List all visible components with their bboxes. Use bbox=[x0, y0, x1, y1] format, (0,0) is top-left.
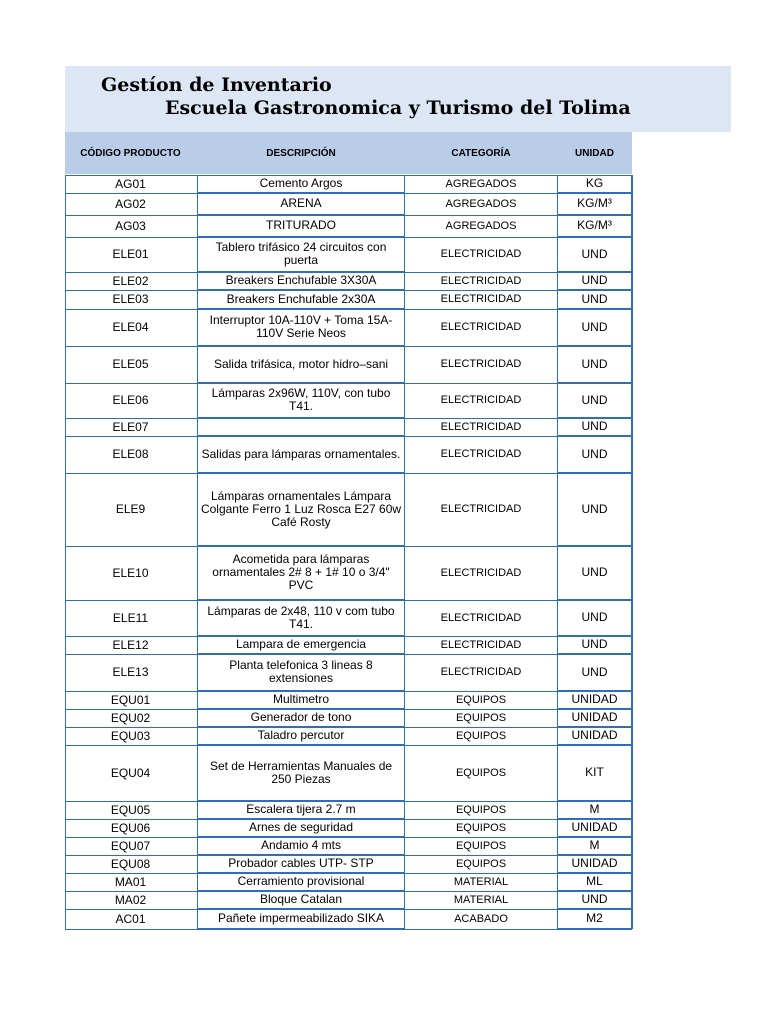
category-cell: EQUIPOS bbox=[455, 803, 507, 816]
unit-cell: M2 bbox=[557, 909, 632, 929]
code-cell: MA02 bbox=[114, 892, 147, 907]
unit-cell: UNIDAD bbox=[557, 855, 632, 873]
description-cell: ARENA bbox=[197, 193, 405, 215]
row-divider bbox=[65, 546, 632, 547]
unit-cell: UND bbox=[557, 473, 632, 546]
description-cell: Salida trifásica, motor hidro–sani bbox=[197, 346, 405, 383]
row-divider bbox=[65, 383, 632, 384]
table-row bbox=[0, 237, 768, 272]
code-cell: ELE11 bbox=[112, 610, 149, 625]
table-row bbox=[0, 855, 768, 873]
table-row bbox=[0, 272, 768, 290]
description-cell: Lampara de emergencia bbox=[197, 636, 405, 654]
category-cell: EQUIPOS bbox=[455, 711, 507, 724]
unit-cell: M bbox=[557, 801, 632, 819]
row-divider bbox=[65, 346, 632, 347]
unit-cell: KG/M³ bbox=[557, 215, 632, 237]
row-divider bbox=[65, 290, 632, 291]
table-row bbox=[0, 819, 768, 837]
code-cell: ELE07 bbox=[112, 419, 149, 434]
description-cell: Cemento Argos bbox=[197, 175, 405, 193]
description-cell: Lámparas de 2x48, 110 v com tubo T41. bbox=[197, 600, 405, 636]
description-cell: Bloque Catalan bbox=[197, 891, 405, 909]
table-row bbox=[0, 436, 768, 473]
unit-cell: UND bbox=[557, 600, 632, 636]
description-cell: Probador cables UTP- STP bbox=[197, 855, 405, 873]
category-cell: EQUIPOS bbox=[455, 766, 507, 779]
description-cell: Set de Herramientas Manuales de 250 Piezas bbox=[197, 745, 405, 801]
header-description: DESCRIPCIÓN bbox=[266, 147, 336, 159]
code-cell: AG03 bbox=[115, 218, 146, 233]
code-cell: ELE04 bbox=[112, 320, 149, 334]
code-cell: ELE06 bbox=[112, 393, 149, 407]
row-divider bbox=[65, 237, 632, 238]
category-cell: ELECTRICIDAD bbox=[440, 503, 522, 515]
category-cell: ELECTRICIDAD bbox=[440, 274, 522, 287]
row-divider bbox=[65, 654, 632, 655]
page-subtitle: Escuela Gastronomica y Turismo del Tolima bbox=[165, 97, 631, 119]
code-cell: MA01 bbox=[114, 874, 147, 889]
code-cell: EQU01 bbox=[110, 692, 151, 707]
unit-cell: UND bbox=[557, 654, 632, 691]
unit-cell: UNIDAD bbox=[557, 709, 632, 727]
description-cell: Multimetro bbox=[197, 691, 405, 709]
table-row bbox=[0, 309, 768, 346]
category-cell: ELECTRICIDAD bbox=[440, 448, 522, 460]
row-divider bbox=[65, 636, 632, 637]
code-cell: ELE01 bbox=[112, 247, 149, 261]
code-cell: EQU03 bbox=[110, 728, 151, 743]
row-divider bbox=[65, 745, 632, 746]
description-cell: Breakers Enchufable 3X30A bbox=[197, 272, 405, 290]
code-cell: EQU06 bbox=[110, 820, 151, 835]
category-cell: ELECTRICIDAD bbox=[440, 248, 522, 260]
table-row bbox=[0, 837, 768, 855]
code-cell: AG02 bbox=[115, 196, 146, 211]
category-cell: ELECTRICIDAD bbox=[440, 293, 522, 305]
row-divider bbox=[65, 473, 632, 474]
category-cell: ELECTRICIDAD bbox=[440, 611, 522, 624]
table-row bbox=[0, 873, 768, 891]
table-row bbox=[0, 909, 768, 929]
code-cell: AC01 bbox=[115, 911, 146, 926]
row-divider bbox=[65, 891, 632, 892]
category-cell: AGREGADOS bbox=[445, 219, 517, 232]
table-row bbox=[0, 600, 768, 636]
table-border bbox=[632, 175, 633, 929]
unit-cell: KIT bbox=[557, 745, 632, 801]
row-divider bbox=[65, 709, 632, 710]
description-cell: Tablero trifásico 24 circuitos con puerta bbox=[197, 237, 405, 272]
category-cell: ELECTRICIDAD bbox=[440, 358, 522, 370]
unit-cell: UND bbox=[557, 272, 632, 290]
table-row bbox=[0, 891, 768, 909]
table-row bbox=[0, 546, 768, 600]
unit-cell: ML bbox=[557, 873, 632, 891]
row-divider bbox=[65, 929, 632, 930]
unit-cell: UNIDAD bbox=[557, 819, 632, 837]
header-category: CATEGORÍA bbox=[451, 147, 511, 159]
unit-cell: UND bbox=[557, 309, 632, 346]
table-row bbox=[0, 473, 768, 546]
category-cell: ACABADO bbox=[454, 912, 508, 925]
code-cell: ELE02 bbox=[112, 273, 149, 288]
table-row bbox=[0, 418, 768, 436]
code-cell: ELE08 bbox=[112, 447, 149, 461]
description-cell: Breakers Enchufable 2x30A bbox=[197, 290, 405, 309]
header-code: CÓDIGO PRODUCTO bbox=[80, 147, 181, 159]
unit-cell: UNIDAD bbox=[557, 727, 632, 745]
row-divider bbox=[65, 309, 632, 310]
row-divider bbox=[65, 727, 632, 728]
row-divider bbox=[65, 691, 632, 692]
unit-cell: UND bbox=[557, 436, 632, 473]
description-cell: Lámparas 2x96W, 110V, con tubo T41. bbox=[197, 383, 405, 418]
table-row bbox=[0, 654, 768, 691]
category-cell: AGREGADOS bbox=[445, 177, 517, 190]
category-cell: ELECTRICIDAD bbox=[440, 566, 522, 579]
category-cell: EQUIPOS bbox=[455, 693, 507, 706]
category-cell: MATERIAL bbox=[453, 893, 509, 906]
category-cell: EQUIPOS bbox=[455, 857, 507, 870]
description-cell: TRITURADO bbox=[197, 215, 405, 237]
category-cell: AGREGADOS bbox=[445, 197, 517, 210]
code-cell: EQU08 bbox=[110, 856, 151, 871]
description-cell: Cerramiento provisional bbox=[197, 873, 405, 891]
table-row bbox=[0, 290, 768, 309]
category-cell: ELECTRICIDAD bbox=[440, 394, 522, 406]
table-row bbox=[0, 193, 768, 215]
category-cell: EQUIPOS bbox=[455, 839, 507, 852]
table-row bbox=[0, 691, 768, 709]
table-border bbox=[65, 175, 66, 929]
row-divider bbox=[65, 600, 632, 601]
code-cell: EQU05 bbox=[110, 802, 151, 817]
unit-cell: UND bbox=[557, 546, 632, 600]
row-divider bbox=[65, 436, 632, 437]
row-divider bbox=[65, 819, 632, 820]
table-row bbox=[0, 175, 768, 193]
description-cell: Pañete impermeabilizado SIKA bbox=[197, 909, 405, 929]
row-divider bbox=[65, 855, 632, 856]
table-row bbox=[0, 636, 768, 654]
code-cell: ELE9 bbox=[115, 502, 146, 516]
description-cell: Salidas para lámparas ornamentales. bbox=[197, 436, 405, 473]
code-cell: ELE13 bbox=[112, 665, 149, 679]
table-row bbox=[0, 346, 768, 383]
table-row bbox=[0, 727, 768, 745]
row-divider bbox=[65, 909, 632, 910]
unit-cell: UND bbox=[557, 636, 632, 654]
table-row bbox=[0, 709, 768, 727]
code-cell: ELE12 bbox=[112, 637, 149, 652]
unit-cell: UND bbox=[557, 891, 632, 909]
header-unit: UNIDAD bbox=[575, 147, 614, 159]
row-divider bbox=[65, 215, 632, 216]
unit-cell: KG bbox=[557, 175, 632, 193]
row-divider bbox=[65, 801, 632, 802]
unit-cell: UND bbox=[557, 383, 632, 418]
description-cell bbox=[197, 418, 405, 436]
description-cell: Lámparas ornamentales Lámpara Colgante Ferro 1 Luz Rosca E27 60w Café Rosty bbox=[197, 473, 405, 546]
unit-cell: UND bbox=[557, 237, 632, 272]
description-cell: Acometida para lámparas ornamentales 2# 8 + 1# 10 o 3/4" PVC bbox=[197, 546, 405, 600]
unit-cell: UND bbox=[557, 418, 632, 436]
unit-cell: UND bbox=[557, 346, 632, 383]
category-cell: MATERIAL bbox=[453, 875, 509, 888]
unit-cell: M bbox=[557, 837, 632, 855]
table-row bbox=[0, 383, 768, 418]
category-cell: EQUIPOS bbox=[455, 821, 507, 834]
row-divider bbox=[65, 193, 632, 194]
category-cell: ELECTRICIDAD bbox=[440, 666, 522, 678]
description-cell: Andamio 4 mts bbox=[197, 837, 405, 855]
row-divider bbox=[65, 837, 632, 838]
description-cell: Planta telefonica 3 lineas 8 extensiones bbox=[197, 654, 405, 691]
code-cell: ELE10 bbox=[112, 565, 149, 580]
description-cell: Interruptor 10A-110V + Toma 15A-110V Serie Neos bbox=[197, 309, 405, 346]
unit-cell: UND bbox=[557, 290, 632, 309]
category-cell: ELECTRICIDAD bbox=[440, 638, 522, 651]
code-cell: EQU02 bbox=[110, 710, 151, 725]
code-cell: EQU07 bbox=[110, 838, 151, 853]
unit-cell: KG/M³ bbox=[557, 193, 632, 215]
code-cell: ELE05 bbox=[112, 357, 149, 371]
table-row bbox=[0, 801, 768, 819]
table-row bbox=[0, 745, 768, 801]
row-divider bbox=[65, 175, 632, 176]
page-title: Gestíon de Inventario bbox=[101, 74, 332, 96]
category-cell: EQUIPOS bbox=[455, 729, 507, 742]
description-cell: Arnes de seguridad bbox=[197, 819, 405, 837]
row-divider bbox=[65, 418, 632, 419]
description-cell: Taladro percutor bbox=[197, 727, 405, 745]
code-cell: EQU04 bbox=[110, 765, 151, 780]
category-cell: ELECTRICIDAD bbox=[440, 420, 522, 433]
row-divider bbox=[65, 873, 632, 874]
code-cell: ELE03 bbox=[112, 292, 149, 306]
category-cell: ELECTRICIDAD bbox=[440, 321, 522, 333]
description-cell: Generador de tono bbox=[197, 709, 405, 727]
code-cell: AG01 bbox=[115, 176, 146, 191]
row-divider bbox=[65, 272, 632, 273]
description-cell: Escalera tijera 2.7 m bbox=[197, 801, 405, 819]
unit-cell: UNIDAD bbox=[557, 691, 632, 709]
table-row bbox=[0, 215, 768, 237]
